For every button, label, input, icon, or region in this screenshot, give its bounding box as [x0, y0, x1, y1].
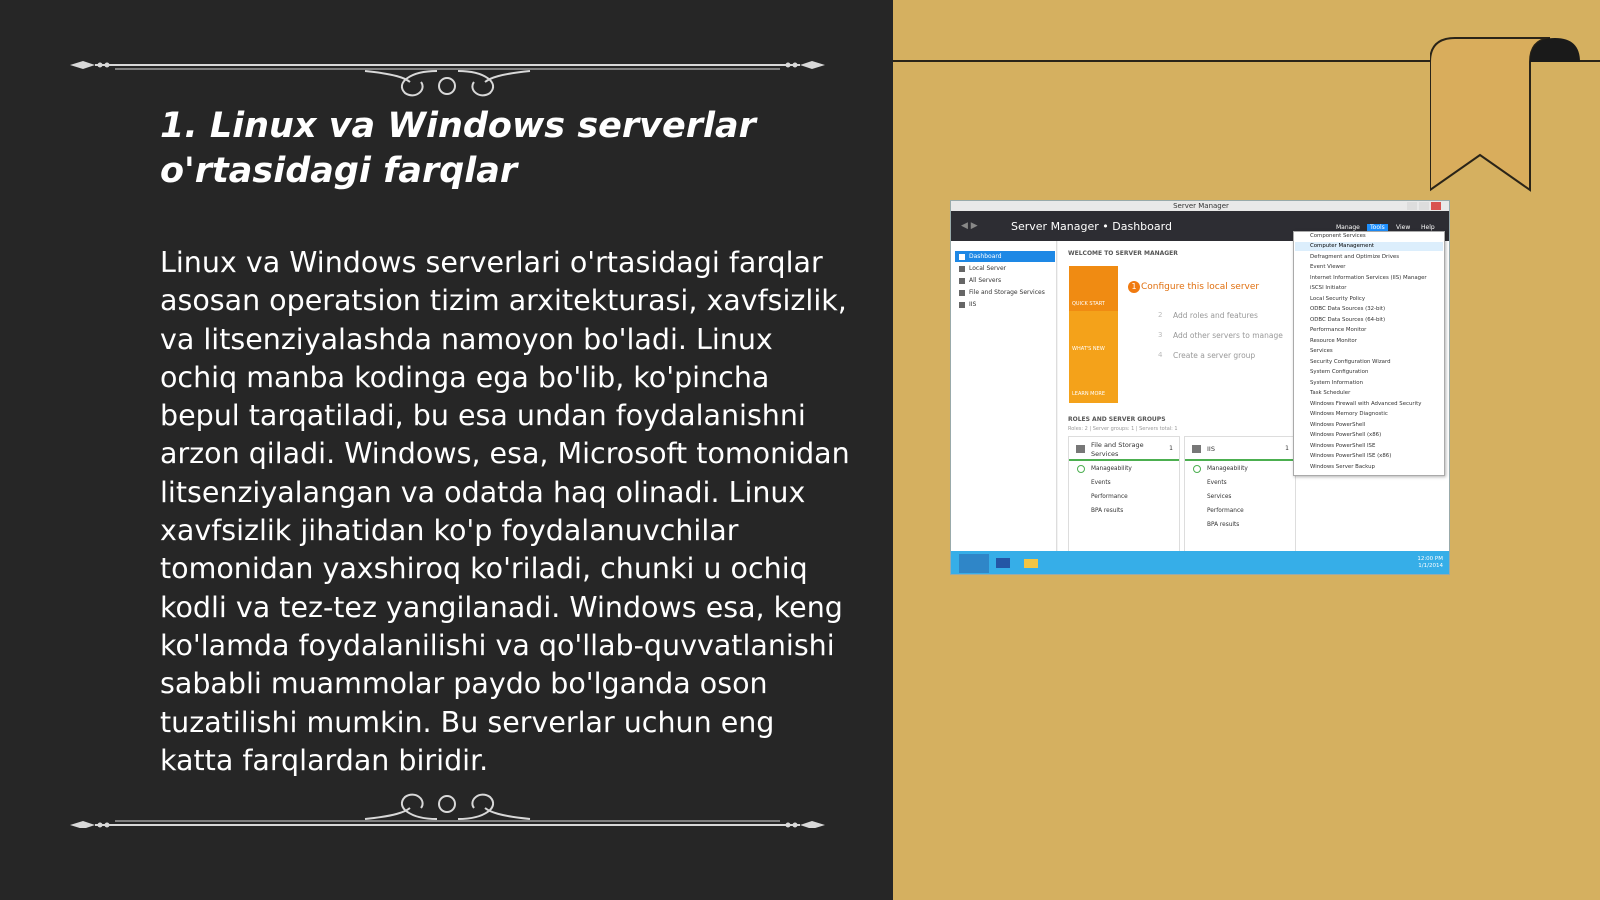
menu-item[interactable]: ODBC Data Sources (64-bit): [1310, 317, 1386, 323]
menu-item[interactable]: iSCSI Initiator: [1310, 285, 1347, 291]
menu-item[interactable]: Internet Information Services (IIS) Manager: [1310, 275, 1427, 281]
bottom-ornament: [65, 768, 830, 828]
role-card-count: 1: [1169, 445, 1173, 452]
role-row[interactable]: BPA results: [1091, 508, 1124, 514]
minimize-icon[interactable]: [1407, 202, 1417, 210]
configure-local-server-link[interactable]: Configure this local server: [1141, 282, 1260, 292]
window-titlebar: [951, 201, 1450, 211]
menu-item[interactable]: Windows PowerShell: [1310, 422, 1366, 428]
roles-heading: ROLES AND SERVER GROUPS: [1068, 416, 1166, 423]
dashboard-icon: [959, 254, 965, 260]
tools-dropdown-menu: [1293, 231, 1445, 476]
role-row[interactable]: Performance: [1207, 508, 1244, 514]
maximize-icon[interactable]: [1419, 202, 1429, 210]
slide-title: 1. Linux va Windows serverlar o'rtasidagi farqlar: [160, 106, 756, 191]
menu-item[interactable]: Windows Server Backup: [1310, 464, 1375, 470]
menu-item[interactable]: Task Scheduler: [1310, 390, 1351, 396]
sidebar: [951, 241, 1057, 561]
role-card-header: [1185, 437, 1295, 461]
role-row[interactable]: Services: [1207, 494, 1232, 500]
menu-tools[interactable]: Tools: [1367, 224, 1388, 231]
top-ornament: [65, 38, 830, 98]
menu-item[interactable]: ODBC Data Sources (32-bit): [1310, 306, 1386, 312]
role-card-name: IIS: [1207, 445, 1215, 453]
create-group-link[interactable]: Create a server group: [1173, 351, 1256, 360]
close-icon[interactable]: [1431, 202, 1441, 210]
menu-item[interactable]: System Configuration: [1310, 369, 1369, 375]
check-circle-icon: [1193, 465, 1201, 473]
menu-item[interactable]: Windows PowerShell (x86): [1310, 432, 1382, 438]
menu-item[interactable]: Computer Management: [1310, 243, 1375, 249]
iis-icon: [959, 302, 965, 308]
menu-item[interactable]: Resource Monitor: [1310, 338, 1357, 344]
menu-item[interactable]: Windows Memory Diagnostic: [1310, 411, 1388, 417]
role-row[interactable]: Manageability: [1091, 466, 1132, 472]
add-servers-link[interactable]: Add other servers to manage: [1173, 331, 1283, 340]
menu-item[interactable]: Local Security Policy: [1310, 296, 1366, 302]
back-forward-icon[interactable]: ◀ ▶: [961, 221, 978, 231]
sidebar-item-local-server[interactable]: Local Server: [955, 263, 1055, 274]
role-row[interactable]: BPA results: [1207, 522, 1240, 528]
sidebar-item-iis[interactable]: IIS: [955, 299, 1055, 310]
server-manager-taskbar-icon[interactable]: [959, 554, 989, 573]
menu-item[interactable]: Security Configuration Wizard: [1310, 359, 1391, 365]
task-number: 4: [1158, 351, 1163, 359]
role-row[interactable]: Events: [1207, 480, 1227, 486]
menu-view[interactable]: View: [1396, 224, 1411, 231]
quick-start-panel: [1069, 266, 1118, 403]
quick-start-label: QUICK START: [1072, 301, 1105, 307]
clock-date: 1/1/2014: [1418, 563, 1443, 569]
taskbar-clock: [1417, 556, 1443, 570]
slide-body-text: Linux va Windows serverlari o'rtasidagi farqlar asosan operatsion tizim arxitekturasi, xavfsizlik, va litsenziyalashda namoyon bo'ladi. Linux ochiq manba kodinga ega bo'lib, ko'pincha bepul tarqatiladi, bu esa undan foydalanishni arzon qiladi. Windows, esa, Microsoft tomonidan litsenziyalangan va odatda haq olinadi. Linux xavfsizlik jihatidan ko'p foydalanuvchilar tomonidan yaxshiroq ko'riladi, chunki u ochiq kodli va tez-tez yangilanadi. Windows esa, keng ko'lamda foydalanilishi va qo'llab-quvvatlanishi sababli muammolar paydo bo'lganda oson tuzatilishi mumkin. Bu serverlar uchun eng katta farqlardan biridir.: [160, 246, 850, 777]
roles-summary: Roles: 2 | Server groups: 1 | Servers total: 1: [1068, 426, 1178, 432]
learn-more-label: LEARN MORE: [1072, 391, 1106, 397]
role-row[interactable]: Events: [1091, 480, 1111, 486]
powershell-icon[interactable]: [995, 556, 1011, 570]
step-one-badge: 1: [1128, 281, 1140, 293]
role-card-header: [1069, 437, 1179, 461]
menu-item[interactable]: Performance Monitor: [1310, 327, 1367, 333]
menu-item[interactable]: Windows PowerShell ISE (x86): [1310, 453, 1392, 459]
task-number: 3: [1158, 331, 1163, 339]
whats-new-label: WHAT'S NEW: [1072, 346, 1105, 352]
storage-icon: [959, 290, 965, 296]
iis-icon: [1192, 445, 1201, 453]
menu-item[interactable]: System Information: [1310, 380, 1364, 386]
role-row[interactable]: Performance: [1091, 494, 1128, 500]
storage-icon: [1076, 445, 1085, 453]
folder-icon[interactable]: [1023, 556, 1039, 570]
sidebar-item-dashboard[interactable]: Dashboard: [955, 251, 1055, 262]
role-card-iis[interactable]: [1184, 436, 1296, 561]
servers-icon: [959, 278, 965, 284]
menu-item[interactable]: Services: [1310, 348, 1333, 354]
check-circle-icon: [1077, 465, 1085, 473]
menu-help[interactable]: Help: [1421, 224, 1435, 231]
menu-item[interactable]: Event Viewer: [1310, 264, 1346, 270]
role-card-count: 1: [1285, 445, 1289, 452]
menu-manage[interactable]: Manage: [1336, 224, 1360, 231]
sidebar-item-all-servers[interactable]: All Servers: [955, 275, 1055, 286]
menu-item[interactable]: Windows PowerShell ISE: [1310, 443, 1376, 449]
menu-item[interactable]: Windows Firewall with Advanced Security: [1310, 401, 1422, 407]
breadcrumb: Server Manager • Dashboard: [1011, 220, 1172, 233]
sidebar-item-file-storage[interactable]: File and Storage Services: [955, 287, 1055, 298]
role-row[interactable]: Manageability: [1207, 466, 1248, 472]
menu-item[interactable]: Defragment and Optimize Drives: [1310, 254, 1400, 260]
role-card-name: File and Storage Services: [1091, 441, 1144, 458]
server-manager-screenshot: [950, 200, 1450, 575]
bookmark-ribbon-icon: [1430, 30, 1600, 205]
menu-item[interactable]: Component Services: [1310, 233, 1366, 239]
window-title: Server Manager: [1173, 202, 1229, 210]
welcome-heading: WELCOME TO SERVER MANAGER: [1068, 250, 1178, 257]
role-card-file-storage[interactable]: [1068, 436, 1180, 561]
clock-time: 12:00 PM: [1417, 556, 1443, 562]
server-icon: [959, 266, 965, 272]
task-number: 2: [1158, 311, 1163, 319]
taskbar: [951, 551, 1450, 575]
add-roles-link[interactable]: Add roles and features: [1173, 311, 1258, 320]
